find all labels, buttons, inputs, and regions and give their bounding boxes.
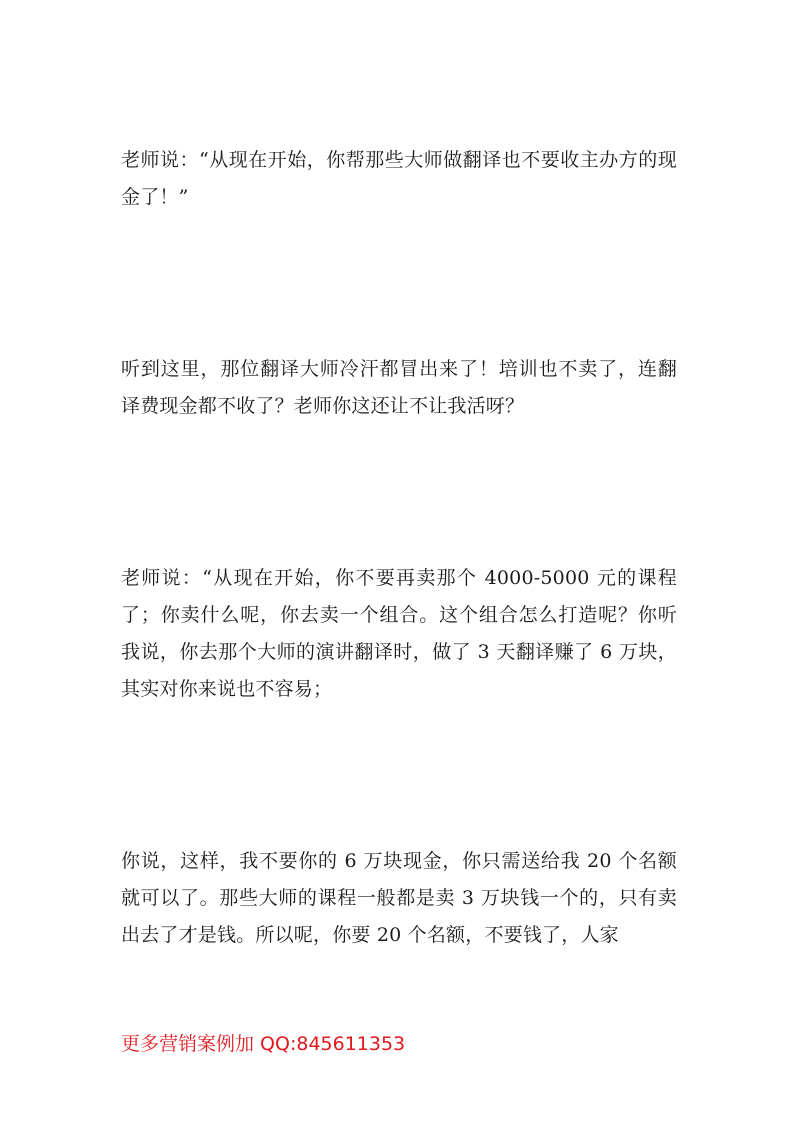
paragraph-3: 老师说：“从现在开始，你不要再卖那个 4000-5000 元的课程了；你卖什么呢，你去卖一个组合。这个组合怎么打造呢？你听我说，你去那个大师的演讲翻译时，做了 3 天翻译赚了 6 万块，其实对你来说也不容易； [121,567,677,700]
paragraph-1: 老师说：“从现在开始，你帮那些大师做翻译也不要收主办方的现金了！” [121,149,677,208]
paragraph-4: 你说，这样，我不要你的 6 万块现金，你只需送给我 20 个名额就可以了。那些大师的课程一般都是卖 3 万块钱一个的，只有卖出去了才是钱。所以呢，你要 20 个名额，不要钱了，人家 [121,850,677,946]
footer-promo-text: 更多营销案例加 QQ:845611353 [121,1033,406,1055]
paragraph-2: 听到这里，那位翻译大师冷汗都冒出来了！培训也不卖了，连翻译费现金都不收了？老师你这还让不让我活呀？ [121,358,677,417]
